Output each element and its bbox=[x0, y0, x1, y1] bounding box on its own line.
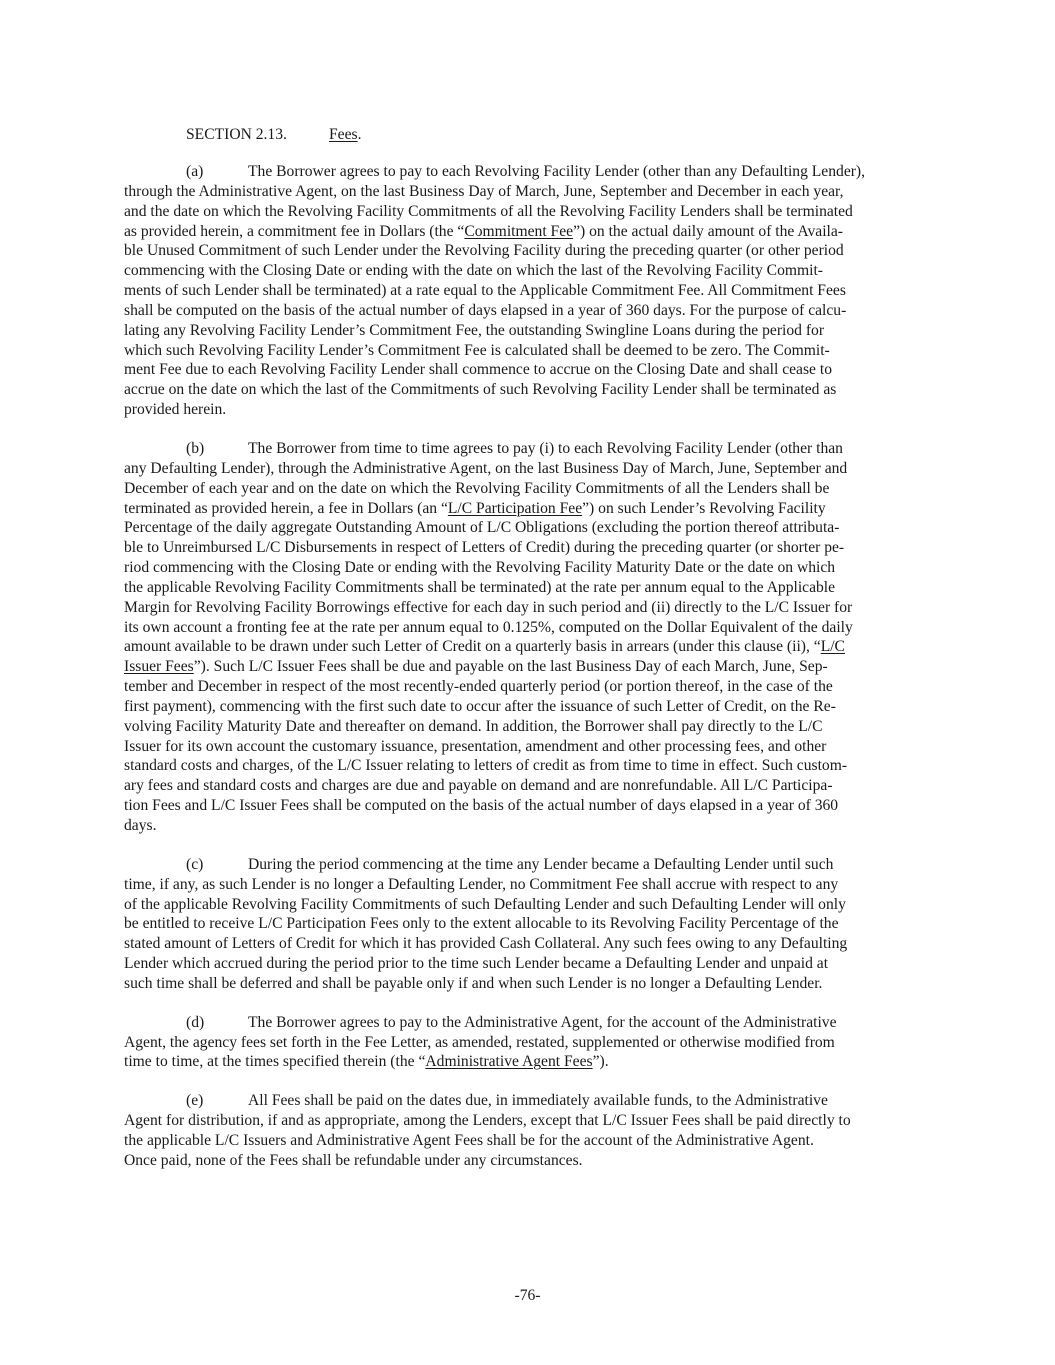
paragraph-line: time to time, at the times specified therein (the “Administrative Agent Fees”). bbox=[124, 1053, 609, 1071]
paragraph-line: provided herein. bbox=[124, 401, 227, 419]
paragraph-line: (e) All Fees shall be paid on the dates due, in immediately available funds, to the Administrative bbox=[124, 1091, 932, 1111]
section-title: Fees bbox=[329, 126, 358, 143]
paragraph-line: (b) The Borrower from time to time agrees to pay (i) to each Revolving Facility Lender (other than bbox=[124, 439, 932, 459]
paragraph-line: commencing with the Closing Date or ending with the date on which the last of the Revolving Facility Commit- bbox=[124, 262, 824, 280]
paragraph-c bbox=[124, 855, 932, 994]
paragraph-line: ment Fee due to each Revolving Facility Lender shall commence to accrue on the Closing Date and shall cease to bbox=[124, 361, 832, 379]
paragraph-line: tion Fees and L/C Issuer Fees shall be computed on the basis of the actual number of days elapsed in a year of 360 bbox=[124, 797, 839, 815]
paragraph-line: ble Unused Commitment of such Lender under the Revolving Facility during the preceding quarter (or other period bbox=[124, 242, 844, 260]
paragraph-line: any Defaulting Lender), through the Administrative Agent, on the last Business Day of March, June, September and bbox=[124, 459, 848, 477]
paragraph-line: ments of such Lender shall be terminated) at a rate equal to the Applicable Commitment Fee. All Commitment Fees bbox=[124, 282, 846, 300]
document-page bbox=[124, 125, 932, 1190]
paragraph-line: ble to Unreimbursed L/C Disbursements in respect of Letters of Credit) during the preceding quarter (or shorter pe- bbox=[124, 539, 845, 557]
paragraph-line: Issuer Fees”). Such L/C Issuer Fees shall be due and payable on the last Business Day of each March, June, Sep- bbox=[124, 658, 828, 676]
paragraph-line: Issuer for its own account the customary issuance, presentation, amendment and other processing fees, and other bbox=[124, 737, 827, 755]
paragraph-line: the applicable Revolving Facility Commitments shall be terminated) at the rate per annum equal to the Applicable bbox=[124, 578, 836, 596]
paragraph-line: Percentage of the daily aggregate Outstanding Amount of L/C Obligations (excluding the portion thereof attributa- bbox=[124, 519, 840, 537]
paragraph-label: (b) bbox=[186, 439, 205, 457]
paragraph-d bbox=[124, 1013, 932, 1073]
paragraph-e bbox=[124, 1091, 932, 1170]
paragraph-line: the applicable L/C Issuers and Administrative Agent Fees shall be for the account of the Administrative Agent. bbox=[124, 1131, 814, 1149]
defined-term: Administrative Agent Fees bbox=[425, 1053, 593, 1071]
paragraph-line: (a) The Borrower agrees to pay to each Revolving Facility Lender (other than any Defaulting Lender), bbox=[124, 162, 932, 182]
paragraph-line: Margin for Revolving Facility Borrowings effective for each day in such period and (ii) directly to the L/C Issuer for bbox=[124, 598, 853, 616]
paragraph-line: lating any Revolving Facility Lender’s Commitment Fee, the outstanding Swingline Loans during the period for bbox=[124, 321, 825, 339]
paragraph-line: Once paid, none of the Fees shall be refundable under any circumstances. bbox=[124, 1151, 583, 1169]
paragraph-line: be entitled to receive L/C Participation Fees only to the extent allocable to its Revolving Facility Percentage of the bbox=[124, 915, 839, 933]
paragraph-line: Agent for distribution, if and as appropriate, among the Lenders, except that L/C Issuer Fees shall be paid directly to bbox=[124, 1112, 851, 1130]
paragraph-line: tember and December in respect of the most recently-ended quarterly period (or portion thereof, in the case of the bbox=[124, 678, 833, 696]
defined-term: Commitment Fee bbox=[464, 222, 574, 240]
paragraph-a bbox=[124, 162, 932, 420]
paragraph-line: riod commencing with the Closing Date or ending with the Revolving Facility Maturity Date or the date on which bbox=[124, 559, 836, 577]
paragraph-line: amount available to be drawn under such Letter of Credit on a quarterly basis in arrears (under this clause (ii), “L/C bbox=[124, 638, 845, 656]
paragraph-line: Lender which accrued during the period prior to the time such Lender became a Defaulting Lender and unpaid at bbox=[124, 955, 829, 973]
paragraph-line: (d) The Borrower agrees to pay to the Administrative Agent, for the account of the Administrative bbox=[124, 1013, 932, 1033]
paragraph-line: (c) During the period commencing at the time any Lender became a Defaulting Lender until such bbox=[124, 855, 932, 875]
paragraph-line: accrue on the date on which the last of the Commitments of such Revolving Facility Lender shall be terminated as bbox=[124, 381, 837, 399]
paragraph-label: (c) bbox=[186, 855, 204, 873]
paragraph-line: December of each year and on the date on which the Revolving Facility Commitments of all the Lenders shall be bbox=[124, 479, 830, 497]
paragraph-label: (a) bbox=[186, 163, 204, 180]
section-body bbox=[124, 162, 932, 1171]
paragraph-label: (d) bbox=[186, 1013, 205, 1031]
section-heading: SECTION 2.13. Fees. bbox=[186, 126, 362, 143]
section-number: SECTION 2.13. bbox=[186, 126, 287, 143]
paragraph-line: ary fees and standard costs and charges are due and payable on demand and are nonrefundable. All L/C Participa- bbox=[124, 777, 833, 795]
paragraph-line: shall be computed on the basis of the actual number of days elapsed in a year of 360 days. For the purpose of calcu- bbox=[124, 301, 847, 319]
paragraph-line: days. bbox=[124, 817, 157, 834]
paragraph-line: terminated as provided herein, a fee in Dollars (an “L/C Participation Fee”) on such Lender’s Revolving Facility bbox=[124, 499, 826, 517]
paragraph-line: standard costs and charges, of the L/C Issuer relating to letters of credit as from time to time in effect. Such custom- bbox=[124, 757, 848, 775]
paragraph-line: first payment), commencing with the first such date to occur after the issuance of such Letter of Credit, on the Re- bbox=[124, 697, 836, 715]
defined-term: Issuer Fees bbox=[124, 658, 194, 676]
paragraph-line: as provided herein, a commitment fee in Dollars (the “Commitment Fee”) on the actual daily amount of the Availa- bbox=[124, 222, 843, 240]
paragraph-line: which such Revolving Facility Lender’s Commitment Fee is calculated shall be deemed to be zero. The Commit- bbox=[124, 341, 830, 359]
page-number: -76- bbox=[514, 1287, 541, 1304]
paragraph-b bbox=[124, 439, 932, 836]
paragraph-line: such time shall be deferred and shall be payable only if and when such Lender is no longer a Defaulting Lender. bbox=[124, 974, 823, 992]
paragraph-label: (e) bbox=[186, 1092, 204, 1110]
paragraph-line: of the applicable Revolving Facility Commitments of such Defaulting Lender and such Defaulting Lender will only bbox=[124, 895, 846, 913]
paragraph-line: Agent, the agency fees set forth in the Fee Letter, as amended, restated, supplemented or otherwise modified from bbox=[124, 1033, 835, 1051]
paragraph-line: its own account a fronting fee at the rate per annum equal to 0.125%, computed on the Dollar Equivalent of the daily bbox=[124, 618, 853, 636]
defined-term: L/C Participation Fee bbox=[447, 499, 583, 517]
paragraph-line: and the date on which the Revolving Facility Commitments of all the Revolving Facility Lenders shall be terminated bbox=[124, 202, 853, 220]
paragraph-line: stated amount of Letters of Credit for which it has provided Cash Collateral. Any such fees owing to any Defaulting bbox=[124, 935, 848, 953]
defined-term: L/C bbox=[820, 638, 845, 656]
paragraph-line: time, if any, as such Lender is no longer a Defaulting Lender, no Commitment Fee shall accrue with respect to any bbox=[124, 875, 839, 893]
paragraph-line: volving Facility Maturity Date and thereafter on demand. In addition, the Borrower shall pay directly to the L/C bbox=[124, 717, 823, 735]
paragraph-line: through the Administrative Agent, on the last Business Day of March, June, September and December in each year, bbox=[124, 182, 844, 200]
